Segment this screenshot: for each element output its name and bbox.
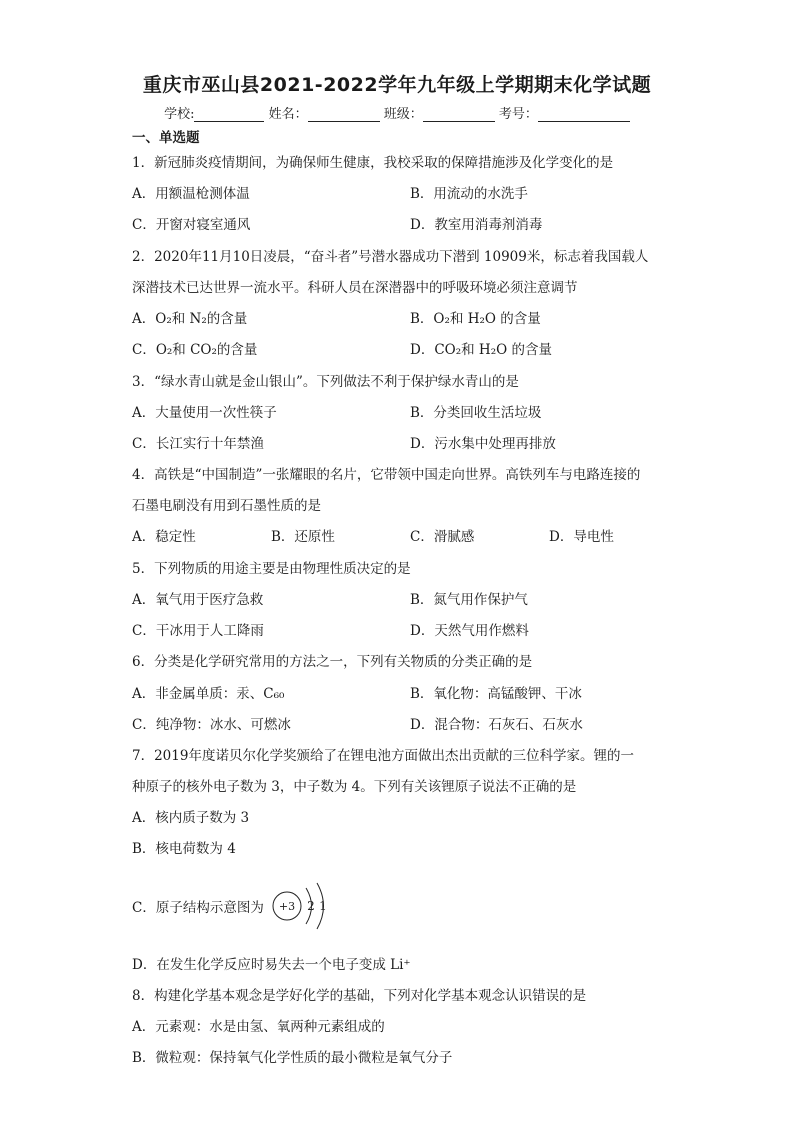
question-stem-cont: 石墨电刷没有用到石墨性质的是 (132, 498, 321, 514)
question-stem: 1．新冠肺炎疫情期间，为确保师生健康，我校采取的保障措施涉及化学变化的是 (132, 155, 614, 171)
option-b[interactable]: B．还原性 (271, 529, 335, 545)
option-b[interactable]: B．O₂和 H₂O 的含量 (410, 311, 541, 327)
option-c[interactable]: C．干冰用于人工降雨 (132, 623, 264, 639)
option-c[interactable]: C．原子结构示意图为 (132, 900, 264, 916)
name-label: 姓名： (268, 107, 308, 122)
class-label: 班级： (383, 107, 423, 122)
question-stem-cont: 深潜技术已达世界一流水平。科研人员在深潜器中的呼吸环境必须注意调节 (132, 280, 578, 296)
name-blank[interactable] (308, 107, 380, 122)
option-d[interactable]: D．在发生化学反应时易失去一个电子变成 Li⁺ (132, 957, 411, 973)
shell1-electrons: 2 (307, 899, 315, 913)
exam-title: 重庆市巫山县2021-2022学年九年级上学期期末化学试题 (142, 74, 652, 96)
option-b[interactable]: B．微粒观：保持氧气化学性质的最小微粒是氧气分子 (132, 1050, 453, 1066)
option-b[interactable]: B．氧化物：高锰酸钾、干冰 (410, 686, 582, 702)
option-a[interactable]: A．核内质子数为 3 (132, 810, 250, 826)
school-blank[interactable] (194, 107, 264, 122)
option-b[interactable]: B．氮气用作保护气 (410, 592, 528, 608)
shell2-electrons: 1 (319, 899, 327, 913)
option-a[interactable]: A．元素观：水是由氢、氧两种元素组成的 (132, 1019, 385, 1035)
option-a[interactable]: A．用额温枪测体温 (132, 186, 250, 202)
option-c[interactable]: C．纯净物：冰水、可燃冰 (132, 717, 291, 733)
option-a[interactable]: A．氧气用于医疗急救 (132, 592, 264, 608)
question-stem: 3．“绿水青山就是金山银山”。下列做法不利于保护绿水青山的是 (132, 374, 519, 390)
atom-structure-diagram (270, 880, 340, 930)
section-title: 一、单选题 (132, 130, 200, 146)
option-b[interactable]: B．用流动的水洗手 (410, 186, 528, 202)
option-d[interactable]: D．导电性 (549, 529, 614, 545)
option-d[interactable]: D．教室用消毒剂消毒 (410, 217, 543, 233)
option-c[interactable]: C．长江实行十年禁渔 (132, 436, 264, 452)
option-a[interactable]: A．非金属单质：汞、C₆₀ (132, 686, 285, 702)
question-stem: 5．下列物质的用途主要是由物理性质决定的是 (132, 561, 411, 577)
question-stem: 4．高铁是“中国制造”一张耀眼的名片，它带领中国走向世界。高铁列车与电路连接的 (132, 467, 641, 483)
school-label: 学校: (164, 107, 195, 122)
option-a[interactable]: A．O₂和 N₂的含量 (132, 311, 248, 327)
option-a[interactable]: A．稳定性 (132, 529, 196, 545)
option-b[interactable]: B．核电荷数为 4 (132, 841, 236, 857)
question-stem: 7．2019年度诺贝尔化学奖颁给了在锂电池方面做出杰出贡献的三位科学家。锂的一 (132, 748, 634, 764)
class-blank[interactable] (423, 107, 495, 122)
option-b[interactable]: B．分类回收生活垃圾 (410, 405, 542, 421)
question-stem: 6．分类是化学研究常用的方法之一，下列有关物质的分类正确的是 (132, 654, 533, 670)
question-stem: 2．2020年11月10日凌晨，“奋斗者”号潜水器成功下潜到 10909米，标志着我国载人 (132, 249, 649, 265)
option-c[interactable]: C．开窗对寝室通风 (132, 217, 251, 233)
question-stem-cont: 种原子的核外电子数为 3，中子数为 4。下列有关该锂原子说法不正确的是 (132, 779, 577, 795)
option-d[interactable]: D．混合物：石灰石、石灰水 (410, 717, 583, 733)
question-stem: 8．构建化学基本观念是学好化学的基础，下列对化学基本观念认识错误的是 (132, 988, 587, 1004)
exam-no-blank[interactable] (538, 107, 630, 122)
exam-no-label: 考号： (498, 107, 538, 122)
nucleus-charge: +3 (278, 900, 296, 913)
option-c[interactable]: C．滑腻感 (410, 529, 475, 545)
option-d[interactable]: D．天然气用作燃料 (410, 623, 529, 639)
option-d[interactable]: D．CO₂和 H₂O 的含量 (410, 342, 552, 358)
option-c[interactable]: C．O₂和 CO₂的含量 (132, 342, 258, 358)
student-info-row (0, 103, 794, 122)
option-d[interactable]: D．污水集中处理再排放 (410, 436, 556, 452)
option-a[interactable]: A．大量使用一次性筷子 (132, 405, 277, 421)
